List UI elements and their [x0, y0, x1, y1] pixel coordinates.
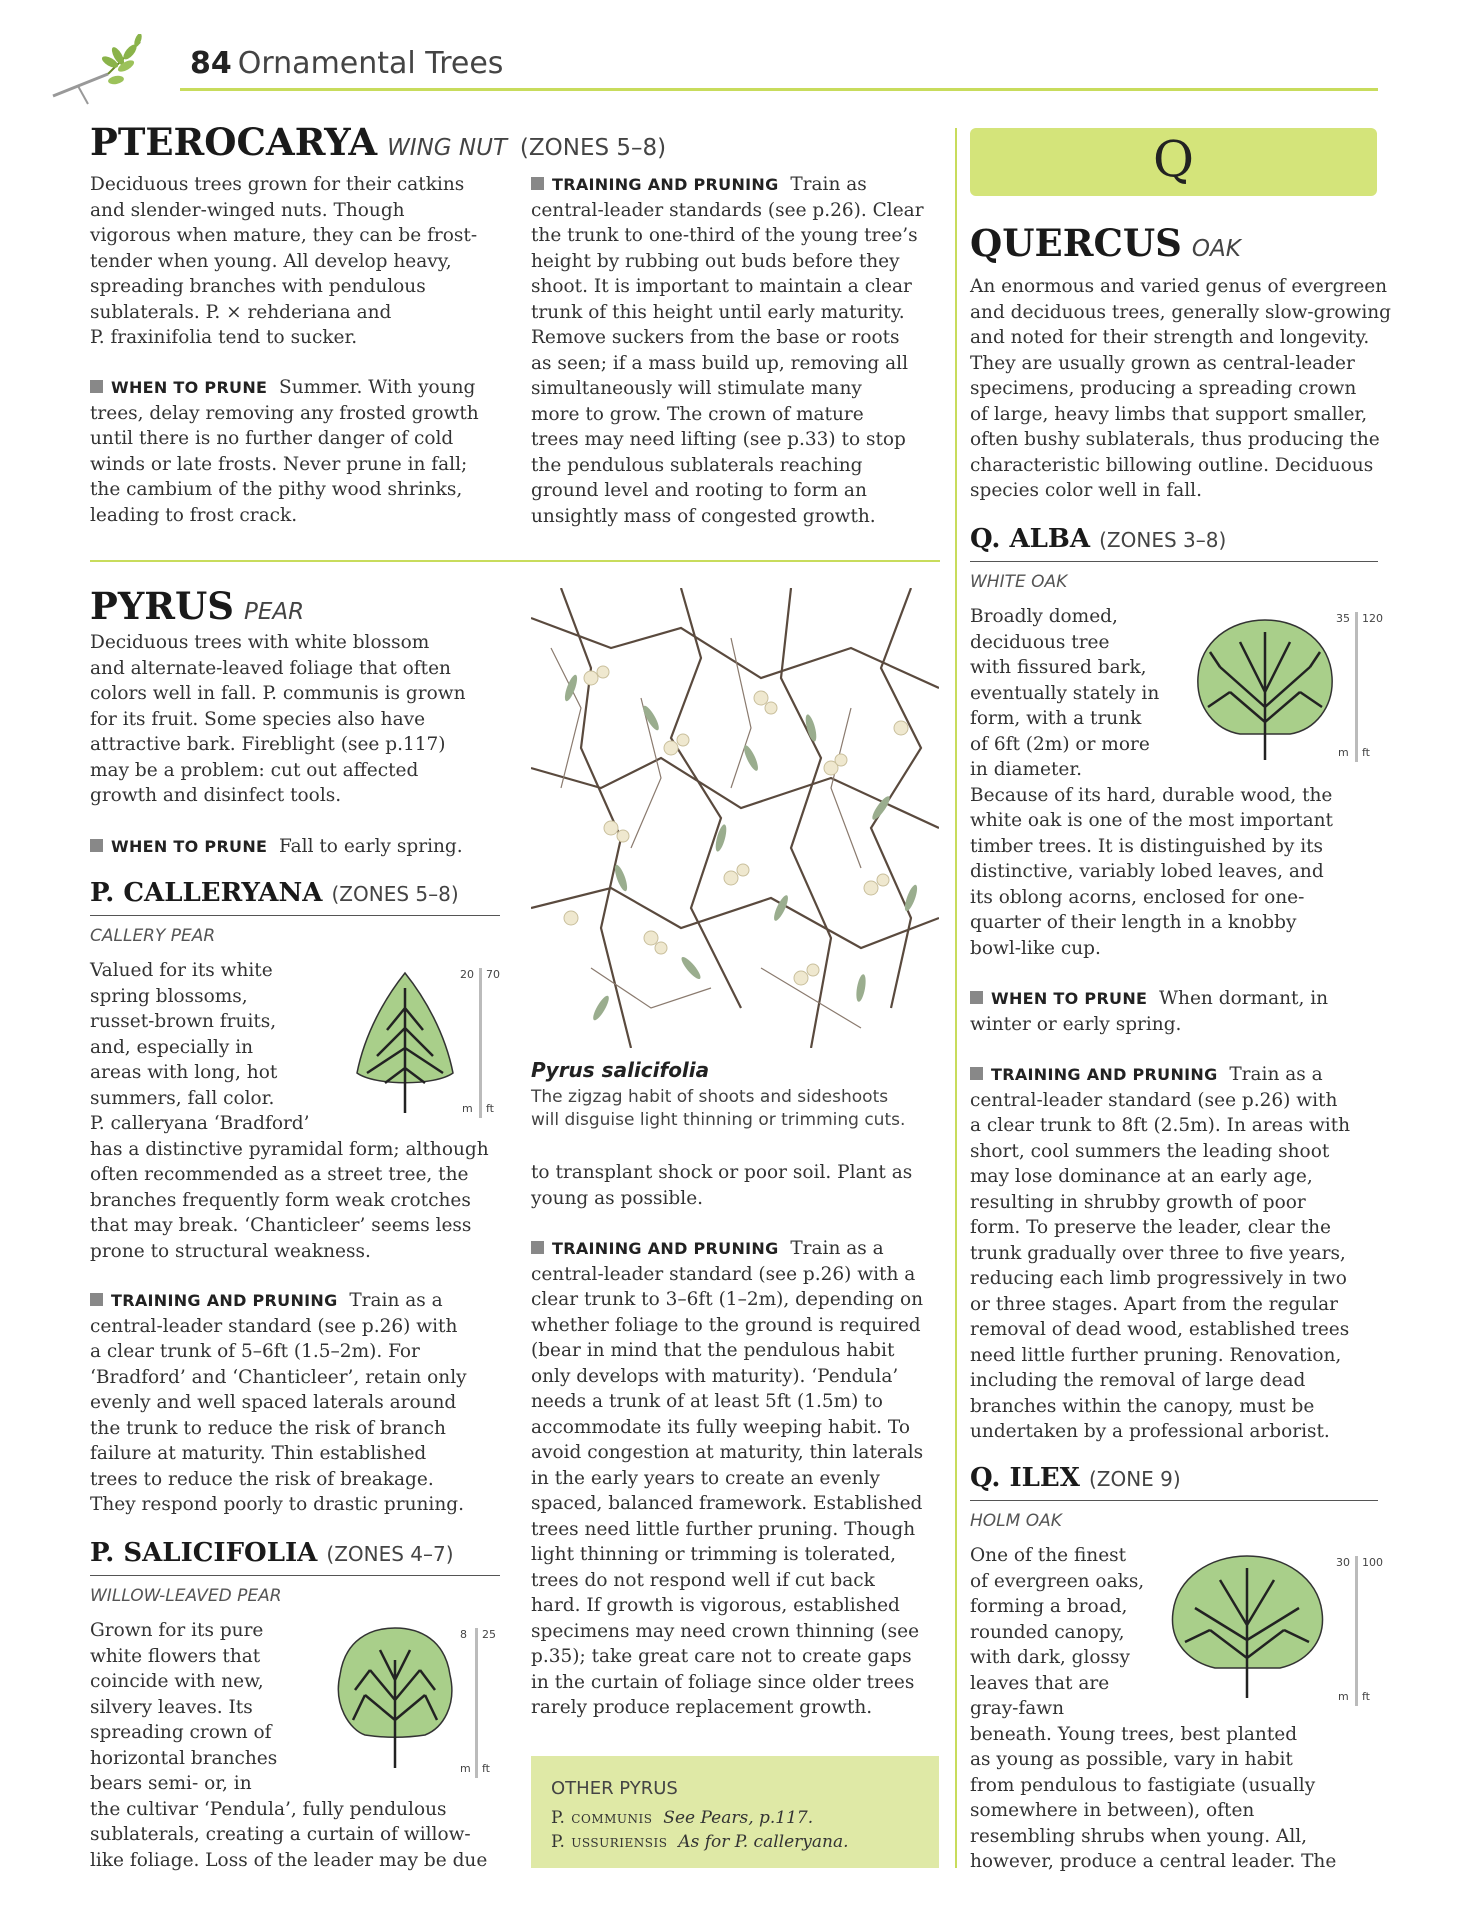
species-heading-salicifolia: P. SALICIFOLIA (ZONES 4–7)	[90, 1538, 454, 1568]
pyrus-description: Deciduous trees with white blossom and alternate-leaved foliage that often colors well in fall. P. communis is grown for its fruit. Some species also have attractive bark. Fireblight (see p.117) may be a problem: cut out affected growth and disinfect tools.	[90, 632, 466, 806]
bullet-square-icon	[90, 380, 103, 393]
pterocarya-when-to-prune: WHEN TO PRUNE Summer. With young trees, delay removing any frosted growth until there is no further danger of cold winds or late frosts. Never prune in fall; the cambium of the pithy wood shrinks, leading to frost crack.	[90, 377, 479, 526]
bullet-square-icon	[90, 1293, 103, 1306]
species-heading-ilex: Q. ILEX (ZONE 9)	[970, 1463, 1181, 1493]
genus-heading-quercus: QUERCUS OAK	[970, 221, 1241, 265]
height-scale: 35 120 m ft	[1336, 612, 1386, 762]
leaf-sprig-icon	[48, 34, 148, 114]
pterocarya-training: TRAINING AND PRUNING Train as central-leader standards (see p.26). Clear the trunk to one-third of the young tree’s height by rubbing out buds before they shoot. It is important to maintain a clear trunk of this height until early maturity. Remove suckers from the base or roots as seen; if a mass build up, removing all simultaneously will stimulate many more to grow. The crown of mature trees may need lifting (see p.33) to stop the pendulous sublaterals reaching ground level and rooting to form an unsightly mass of congested growth.	[531, 174, 924, 527]
page-number: 84	[190, 46, 232, 81]
page-header	[190, 46, 503, 81]
bullet-square-icon	[970, 991, 983, 1004]
salicifolia-description: Grown for its pure white flowers that coincide with new, silvery leaves. Its spreading crown of horizontal branches bears semi- or, in the cultivar ‘Pendula’, fully pendulous sublaterals, creating a curtain of willow- like foliage. Loss of the leader may be due	[90, 1620, 488, 1871]
species-common-name: WILLOW-LEAVED PEAR	[90, 1586, 282, 1606]
section-letter: Q	[1153, 130, 1194, 188]
rounded-oak-illustration	[1165, 1550, 1330, 1700]
section-divider	[90, 560, 940, 562]
height-scale: 30 100 m ft	[1336, 1556, 1386, 1706]
species-rule	[90, 1575, 500, 1576]
salicifolia-description-continued: to transplant shock or poor soil. Plant as young as possible.	[531, 1162, 913, 1209]
species-heading-calleryana: P. CALLERYANA (ZONES 5–8)	[90, 878, 459, 908]
pyrus-salicifolia-photo	[531, 588, 939, 1048]
quercus-description: An enormous and varied genus of evergreen and deciduous trees, generally slow-growing and noted for their strength and longevity. They are usually grown as central-leader specimens, producing a spreading crown of large, heavy limbs that support smaller, often bushy sublaterals, thus producing the characteristic billowing outline. Deciduous species color well in fall.	[970, 276, 1392, 501]
pyramidal-tree-illustration	[345, 968, 465, 1118]
section-letter-box	[970, 128, 1377, 196]
calleryana-training: TRAINING AND PRUNING Train as a central-leader standard (see p.26) with a clear trunk of 5–6ft (1.5–2m). For ‘Bradford’ and ‘Chanticleer’, retain only evenly and well spaced laterals around the trunk to reduce the risk of branch failure at maturity. Thin established trees to reduce the risk of breakage. They respond poorly to drastic pruning.	[90, 1290, 467, 1515]
bullet-square-icon	[970, 1067, 983, 1080]
species-rule	[970, 561, 1378, 562]
species-common-name: WHITE OAK	[970, 572, 1068, 592]
genus-heading-pterocarya: PTEROCARYA WING NUT (ZONES 5–8)	[90, 120, 667, 164]
species-common-name: HOLM OAK	[970, 1511, 1062, 1531]
species-heading-alba: Q. ALBA (ZONES 3–8)	[970, 524, 1227, 554]
genus-heading-pyrus: PYRUS PEAR	[90, 584, 305, 628]
other-pyrus-item: P. communis See Pears, p.117.	[551, 1808, 814, 1828]
species-rule	[90, 915, 500, 916]
height-scale: 8 25 m ft	[460, 1628, 510, 1778]
bullet-square-icon	[90, 839, 103, 852]
species-common-name: CALLERY PEAR	[90, 926, 216, 946]
header-rule	[180, 88, 1378, 91]
weeping-tree-illustration	[325, 1620, 465, 1770]
alba-when-to-prune: WHEN TO PRUNE When dormant, in winter or early spring.	[970, 988, 1329, 1035]
other-pyrus-title: OTHER PYRUS	[551, 1778, 678, 1799]
alba-training: TRAINING AND PRUNING Train as a central-leader standard (see p.26) with a clear trunk to 8ft (2.5m). In areas with short, cool summers the leading shoot may lose dominance at an early age, resulting in shrubby growth of poor form. To preserve the leader, clear the trunk gradually over three to five years, reducing each limb progressively in two or three stages. Apart from the regular removal of dead wood, established trees need little further pruning. Renovation, including the removal of large dead branches within the canopy, must be undertaken by a professional arborist.	[970, 1064, 1351, 1442]
alba-description: Broadly domed, deciduous tree with fissured bark, eventually stately in form, with a trunk of 6ft (2m) or more in diameter. Because of its hard, durable wood, the white oak is one of the most important timber trees. It is distinguished by its distinctive, variably lobed leaves, and its oblong acorns, enclosed for one- quarter of their length in a knobby bowl-like cup.	[970, 606, 1333, 959]
species-rule	[970, 1500, 1378, 1501]
photo-caption-title: Pyrus salicifolia	[531, 1058, 710, 1082]
column-divider	[955, 128, 957, 1868]
section-title: Ornamental Trees	[237, 46, 504, 81]
height-scale: 20 70 m ft	[460, 968, 510, 1118]
calleryana-description: Valued for its white spring blossoms, russet-brown fruits, and, especially in areas with long, hot summers, fall color. P. calleryana ‘Bradford’ has a distinctive pyramidal form; although often recommended as a street tree, the branches frequently form weak crotches that may break. ‘Chanticleer’ seems less prone to structural weakness.	[90, 960, 489, 1262]
pyrus-when-to-prune: WHEN TO PRUNE Fall to early spring.	[90, 834, 510, 860]
photo-caption: The zigzag habit of shoots and sideshoots will disguise light thinning or trimming cuts.	[531, 1087, 906, 1130]
pterocarya-description: Deciduous trees grown for their catkins and slender-winged nuts. Though vigorous when mature, they can be frost- tender when young. All develop heavy, spreading branches with pendulous sublaterals. P. × rehderiana and P. fraxinifolia tend to sucker.	[90, 174, 478, 348]
other-pyrus-item: P. ussuriensis As for P. calleryana.	[551, 1832, 849, 1852]
bullet-square-icon	[531, 1241, 544, 1254]
ilex-description: One of the finest of evergreen oaks, forming a broad, rounded canopy, with dark, glossy leaves that are gray-fawn beneath. Young trees, best planted as young as possible, vary in habit from pendulous to fastigiate (usually somewhere in between), often resembling shrubs when young. All, however, produce a central leader. The	[970, 1545, 1337, 1872]
other-pyrus-box	[531, 1756, 939, 1868]
bullet-square-icon	[531, 177, 544, 190]
domed-oak-illustration	[1190, 612, 1340, 762]
salicifolia-training: TRAINING AND PRUNING Train as a central-leader standard (see p.26) with a clear trunk to 3–6ft (1–2m), depending on whether foliage to the ground is required (bear in mind that the pendulous habit only develops with maturity). ‘Pendula’ needs a trunk of at least 5ft (1.5m) to accommodate its fully weeping habit. To avoid congestion at maturity, thin laterals in the early years to create an evenly spaced, balanced framework. Established trees need little further pruning. Though light thinning or trimming is tolerated, trees do not respond well if cut back hard. If growth is vigorous, established specimens may need crown thinning (see p.35); take great care not to create gaps in the curtain of foliage since older trees rarely produce replacement growth.	[531, 1238, 924, 1718]
